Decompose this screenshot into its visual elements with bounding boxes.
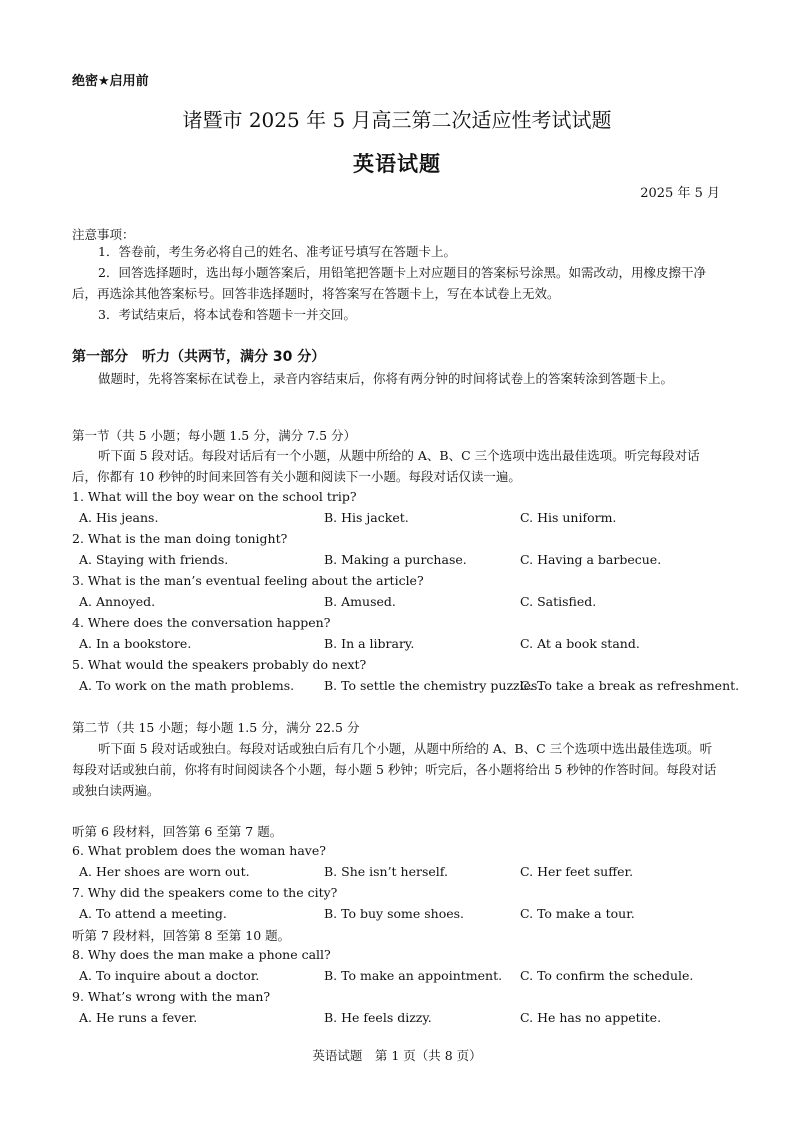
- question-1: 1. What will the boy wear on the school trip?: [72, 489, 357, 504]
- section1-heading: 第一节（共 5 小题；每小题 1.5 分，满分 7.5 分）: [72, 428, 357, 443]
- option-4a: A. In a bookstore.: [79, 636, 192, 651]
- notice-item-1: 1．答卷前，考生务必将自己的姓名、准考证号填写在答题卡上。: [98, 244, 456, 259]
- option-2c: C. Having a barbecue.: [520, 552, 662, 567]
- option-5b: B. To settle the chemistry puzzles.: [324, 678, 542, 693]
- question-7: 7. Why did the speakers come to the city?: [72, 885, 338, 900]
- notice-heading: 注意事项：: [72, 227, 135, 242]
- question-8: 8. Why does the man make a phone call?: [72, 947, 331, 962]
- question-6: 6. What problem does the woman have?: [72, 843, 326, 858]
- section2-heading: 第二节（共 15 小题；每小题 1.5 分，满分 22.5 分: [72, 720, 360, 735]
- subject-title: 英语试题: [353, 152, 441, 176]
- question-4: 4. Where does the conversation happen?: [72, 615, 331, 630]
- option-8b: B. To make an appointment.: [324, 968, 503, 983]
- option-8c: C. To confirm the schedule.: [520, 968, 694, 983]
- option-2a: A. Staying with friends.: [79, 552, 229, 567]
- option-3c: C. Satisfied.: [520, 594, 597, 609]
- option-7a: A. To attend a meeting.: [79, 906, 227, 921]
- option-5a: A. To work on the math problems.: [79, 678, 295, 693]
- page-footer: 英语试题 第 1 页（共 8 页）: [312, 1048, 482, 1063]
- option-3b: B. Amused.: [324, 594, 396, 609]
- option-6a: A. Her shoes are worn out.: [79, 864, 250, 879]
- question-9: 9. What’s wrong with the man?: [72, 989, 271, 1004]
- option-1a: A. His jeans.: [79, 510, 159, 525]
- option-1b: B. His jacket.: [324, 510, 409, 525]
- option-9b: B. He feels dizzy.: [324, 1010, 432, 1025]
- notice-item-2: 2．回答选择题时，选出每小题答案后，用铅笔把答题卡上对应题目的答案标号涂黑。如需改动，用橡皮擦干净后，再选涂其他答案标号。回答非选择题时，将答案写在答题卡上，写在本试卷上无效。: [72, 265, 706, 301]
- option-7b: B. To buy some shoes.: [324, 906, 465, 921]
- option-3a: A. Annoyed.: [79, 594, 156, 609]
- material-7-instruction: 听第 7 段材料，回答第 8 至第 10 题。: [72, 928, 291, 943]
- notice-item-3: 3．考试结束后，将本试卷和答题卡一并交回。: [98, 307, 356, 322]
- option-9a: A. He runs a fever.: [79, 1010, 198, 1025]
- exam-date: 2025 年 5 月: [640, 186, 720, 201]
- part1-intro: 做题时，先将答案标在试卷上，录音内容结束后，你将有两分钟的时间将试卷上的答案转涂到答题卡上。: [98, 371, 674, 386]
- part1-heading: 第一部分 听力（共两节，满分 30 分）: [72, 349, 326, 365]
- question-5: 5. What would the speakers probably do next?: [72, 657, 367, 672]
- question-2: 2. What is the man doing tonight?: [72, 531, 288, 546]
- material-6-instruction: 听第 6 段材料，回答第 6 至第 7 题。: [72, 824, 283, 839]
- option-9c: C. He has no appetite.: [520, 1010, 662, 1025]
- option-6b: B. She isn’t herself.: [324, 864, 448, 879]
- option-5c: C. To take a break as refreshment.: [520, 678, 740, 693]
- section1-intro: 听下面 5 段对话。每段对话后有一个小题，从题中所给的 A、B、C 三个选项中选出最佳选项。听完每段对话后，你都有 10 秒钟的时间来回答有关小题和阅读下一小题。每段对话仅读一遍。: [72, 448, 700, 484]
- question-3: 3. What is the man’s eventual feeling about the article?: [72, 573, 424, 588]
- option-6c: C. Her feet suffer.: [520, 864, 634, 879]
- confidential-label: 绝密★启用前: [72, 74, 149, 89]
- option-4c: C. At a book stand.: [520, 636, 640, 651]
- exam-title: 诸暨市 2025 年 5 月高三第二次适应性考试试题: [182, 108, 612, 132]
- option-2b: B. Making a purchase.: [324, 552, 467, 567]
- option-7c: C. To make a tour.: [520, 906, 635, 921]
- option-1c: C. His uniform.: [520, 510, 617, 525]
- option-4b: B. In a library.: [324, 636, 415, 651]
- section2-intro: 听下面 5 段对话或独白。每段对话或独白后有几个小题，从题中所给的 A、B、C 三个选项中选出最佳选项。听每段对话或独白前，你将有时间阅读各个小题，每小题 5 秒钟；听完后，各小题将给出 5 秒钟的作答时间。每段对话或独白读两遍。: [72, 741, 717, 798]
- option-8a: A. To inquire about a doctor.: [79, 968, 260, 983]
